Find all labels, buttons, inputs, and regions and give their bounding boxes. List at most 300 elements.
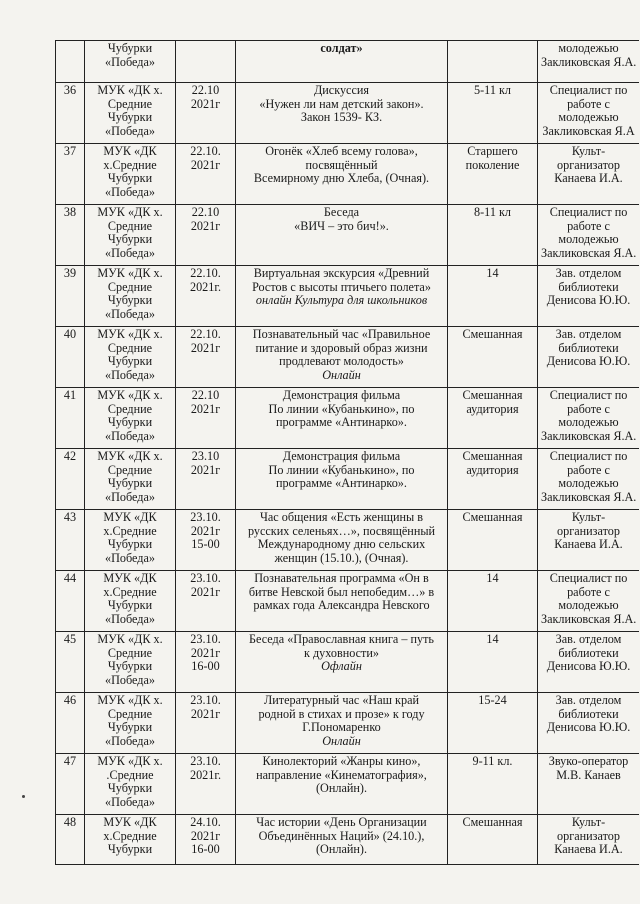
event-cell: [236, 327, 448, 388]
date-cell: [176, 388, 236, 449]
event-cell: [236, 41, 448, 83]
responsible-line: библиотеки: [558, 706, 619, 721]
responsible-line: работе с: [567, 462, 610, 477]
audience-cell: [448, 266, 538, 327]
row-number: 39: [63, 266, 77, 280]
table-row: [56, 815, 640, 865]
event-line: русских селеньях…», посвящённый: [247, 523, 436, 538]
responsible-cell: [538, 449, 640, 510]
table-row: [56, 510, 640, 571]
organization-cell: [85, 693, 176, 754]
responsible-line: Денисова Ю.Ю.: [546, 293, 631, 308]
organization-cell: [85, 571, 176, 632]
responsible-line: Зав. отделом: [555, 632, 622, 646]
responsible-line: Специалист по: [549, 205, 628, 219]
organization-line: МУК «ДК х.: [97, 632, 163, 646]
responsible-cell: [538, 632, 640, 693]
event-line: солдат»: [320, 41, 363, 55]
organization-cell: [85, 41, 176, 83]
organization-line: Средние: [107, 401, 153, 416]
event-line: женщин (15.10.), (Очная).: [274, 550, 409, 565]
responsible-line: работе с: [567, 401, 610, 416]
event-cell: [236, 205, 448, 266]
audience-line: 8-11 кл: [474, 205, 511, 219]
date-cell: [176, 266, 236, 327]
row-number: 40: [63, 327, 77, 341]
organization-line: «Победа»: [105, 306, 155, 321]
responsible-line: библиотеки: [558, 340, 619, 355]
responsible-cell: [538, 388, 640, 449]
responsible-line: молодежью: [558, 110, 619, 125]
organization-line: МУК «ДК х.: [97, 449, 163, 463]
event-line: программе «Антинарко».: [276, 476, 407, 491]
organization-line: Чубурки: [107, 415, 153, 430]
row-number-cell: [56, 632, 85, 693]
row-number: 48: [63, 815, 77, 829]
organization-line: «Победа»: [105, 428, 155, 443]
responsible-line: организатор: [557, 157, 620, 172]
responsible-line: молодежью: [558, 415, 619, 430]
table-row: [56, 41, 640, 83]
responsible-cell: [538, 510, 640, 571]
responsible-cell: [538, 144, 640, 205]
table-row: [56, 632, 640, 693]
row-number-cell: [56, 327, 85, 388]
organization-line: «Победа»: [105, 611, 155, 626]
responsible-cell: [538, 693, 640, 754]
organization-line: МУК «ДК х.: [97, 388, 163, 402]
organization-line: МУК «ДК х.: [97, 327, 163, 341]
responsible-cell: [538, 83, 640, 144]
organization-line: Средние: [107, 462, 153, 477]
table-row: [56, 83, 640, 144]
responsible-line: работе с: [567, 218, 610, 233]
table-row: [56, 754, 640, 815]
responsible-line: Звуко-оператор: [548, 754, 629, 768]
event-cell: [236, 632, 448, 693]
organization-line: х.Средние: [103, 157, 157, 172]
row-number: 47: [63, 754, 77, 768]
date-cell: [176, 449, 236, 510]
date-line: 2021г: [190, 401, 221, 416]
audience-line: аудитория: [466, 462, 519, 477]
date-line: 2021г: [190, 828, 221, 843]
audience-cell: [448, 510, 538, 571]
row-number-cell: [56, 449, 85, 510]
row-number-cell: [56, 388, 85, 449]
responsible-line: Зав. отделом: [555, 266, 622, 280]
event-cell: [236, 144, 448, 205]
audience-cell: [448, 41, 538, 83]
table-row: [56, 571, 640, 632]
date-line: 23.10.: [190, 693, 221, 707]
organization-line: МУК «ДК х.: [97, 754, 163, 768]
date-line: 23.10.: [190, 571, 221, 585]
row-number: 43: [63, 510, 77, 524]
audience-cell: [448, 83, 538, 144]
date-cell: [176, 205, 236, 266]
organization-line: Средние: [107, 96, 153, 111]
event-cell: [236, 815, 448, 865]
organization-line: Чубурки: [107, 171, 153, 186]
date-line: 2021г: [190, 523, 221, 538]
date-line: 23.10.: [190, 510, 221, 524]
row-number: 42: [63, 449, 77, 463]
table-row: [56, 449, 640, 510]
audience-line: Смешанная: [462, 449, 523, 463]
table-row: [56, 144, 640, 205]
responsible-cell: [538, 41, 640, 83]
organization-line: «Победа»: [105, 794, 155, 809]
responsible-line: молодежью: [558, 41, 619, 55]
organization-line: «Победа»: [105, 367, 155, 382]
event-line: Дискуссия: [313, 83, 370, 97]
organization-line: х.Средние: [103, 584, 157, 599]
date-line: 16-00: [191, 842, 220, 857]
date-cell: [176, 144, 236, 205]
date-cell: [176, 83, 236, 144]
event-line: Демонстрация фильма: [282, 388, 401, 402]
event-line: посвящённый: [305, 157, 378, 172]
responsible-line: Закликовская Я.А.: [541, 428, 637, 443]
table-row: [56, 388, 640, 449]
organization-line: Чубурки: [107, 110, 153, 125]
audience-cell: [448, 327, 538, 388]
event-line: рамках года Александра Невского: [253, 598, 430, 613]
date-line: 16-00: [191, 659, 220, 674]
event-line: (Онлайн).: [315, 842, 368, 857]
responsible-line: М.В. Канаев: [556, 767, 621, 782]
date-line: 2021г: [190, 462, 221, 477]
date-line: 22.10.: [190, 327, 221, 341]
organization-line: «Победа»: [105, 184, 155, 199]
event-line: продлевают молодость»: [279, 354, 404, 369]
event-line: (Онлайн).: [315, 781, 368, 796]
date-line: 2021г: [190, 645, 221, 660]
event-line: «ВИЧ – это бич!».: [294, 218, 389, 233]
row-number: 44: [63, 571, 77, 585]
audience-line: Смешанная: [462, 815, 523, 829]
row-number: 36: [63, 83, 77, 97]
date-line: 15-00: [191, 537, 220, 552]
event-cell: [236, 510, 448, 571]
row-number-cell: [56, 41, 85, 83]
date-line: 2021г: [190, 157, 221, 172]
audience-line: 15-24: [478, 693, 507, 707]
table-row: [56, 266, 640, 327]
organization-cell: [85, 205, 176, 266]
responsible-cell: [538, 754, 640, 815]
document-page: [55, 40, 639, 904]
organization-cell: [85, 754, 176, 815]
audience-line: поколение: [465, 157, 520, 172]
organization-line: Чубурки: [107, 476, 153, 491]
audience-line: 5-11 кл: [474, 83, 511, 97]
responsible-line: Специалист по: [549, 388, 628, 402]
event-line: Виртуальная экскурсия «Древний: [253, 266, 430, 280]
event-line: Всемирному дню Хлеба, (Очная).: [253, 171, 430, 186]
responsible-line: Культ-: [571, 144, 606, 158]
responsible-cell: [538, 571, 640, 632]
date-line: 23.10.: [190, 632, 221, 646]
event-line: По линии «Кубанькино», по: [268, 462, 415, 477]
organization-cell: [85, 144, 176, 205]
audience-cell: [448, 205, 538, 266]
event-cell: [236, 388, 448, 449]
row-number-cell: [56, 83, 85, 144]
organization-line: «Победа»: [105, 123, 155, 138]
date-line: 24.10.: [190, 815, 221, 829]
table-row: [56, 693, 640, 754]
responsible-line: Канаева И.А.: [554, 537, 623, 552]
row-number: 38: [63, 205, 77, 219]
organization-line: Чубурки: [107, 720, 153, 735]
organization-line: Средние: [107, 645, 153, 660]
organization-cell: [85, 83, 176, 144]
responsible-cell: [538, 205, 640, 266]
audience-cell: [448, 632, 538, 693]
date-line: 2021г: [190, 96, 221, 111]
organization-cell: [85, 510, 176, 571]
organization-line: МУК «ДК: [103, 510, 157, 524]
responsible-line: Канаева И.А.: [554, 842, 623, 857]
organization-line: МУК «ДК: [103, 144, 157, 158]
row-number-cell: [56, 754, 85, 815]
events-table: [55, 40, 639, 865]
date-cell: [176, 815, 236, 865]
date-line: 2021г: [190, 340, 221, 355]
audience-line: Старшего: [467, 144, 518, 158]
event-line: Литературный час «Наш край: [263, 693, 420, 707]
organization-line: Средние: [107, 218, 153, 233]
date-line: 22.10.: [190, 266, 221, 280]
responsible-cell: [538, 815, 640, 865]
date-line: 2021г: [190, 218, 221, 233]
organization-line: МУК «ДК х.: [97, 693, 163, 707]
date-cell: [176, 693, 236, 754]
date-cell: [176, 754, 236, 815]
event-line: направление «Кинематография»,: [256, 767, 427, 782]
table-row: [56, 327, 640, 388]
organization-cell: [85, 388, 176, 449]
audience-line: аудитория: [466, 401, 519, 416]
organization-line: Чубурки: [107, 354, 153, 369]
organization-line: Чубурки: [107, 41, 153, 55]
audience-cell: [448, 754, 538, 815]
event-line: онлайн Культура для школьников: [255, 293, 428, 308]
event-cell: [236, 449, 448, 510]
audience-cell: [448, 693, 538, 754]
event-line: программе «Антинарко».: [276, 415, 407, 430]
organization-line: «Победа»: [105, 550, 155, 565]
organization-line: МУК «ДК х.: [97, 83, 163, 97]
table-row: [56, 205, 640, 266]
row-number-cell: [56, 510, 85, 571]
responsible-line: Денисова Ю.Ю.: [546, 720, 631, 735]
event-line: родной в стихах и прозе» к году: [258, 706, 425, 721]
audience-cell: [448, 571, 538, 632]
organization-line: «Победа»: [105, 733, 155, 748]
responsible-line: молодежью: [558, 232, 619, 247]
date-line: 2021г.: [189, 767, 222, 782]
organization-line: Средние: [107, 340, 153, 355]
responsible-line: Культ-: [571, 510, 606, 524]
responsible-line: молодежью: [558, 476, 619, 491]
event-line: «Нужен ли нам детский закон».: [259, 96, 424, 111]
row-number: 37: [63, 144, 77, 158]
event-line: питание и здоровый образ жизни: [255, 340, 428, 355]
organization-cell: [85, 327, 176, 388]
responsible-line: работе с: [567, 96, 610, 111]
responsible-line: Специалист по: [549, 571, 628, 585]
row-number-cell: [56, 205, 85, 266]
audience-line: Смешанная: [462, 510, 523, 524]
row-number: 46: [63, 693, 77, 707]
event-cell: [236, 571, 448, 632]
organization-line: МУК «ДК: [103, 815, 157, 829]
organization-line: Чубурки: [107, 537, 153, 552]
event-line: Час общения «Есть женщины в: [259, 510, 424, 524]
event-line: Огонёк «Хлеб всему голова»,: [265, 144, 418, 158]
responsible-line: библиотеки: [558, 645, 619, 660]
organization-cell: [85, 449, 176, 510]
date-cell: [176, 632, 236, 693]
responsible-cell: [538, 266, 640, 327]
event-line: Кинолекторий «Жанры кино»,: [262, 754, 421, 768]
responsible-line: Денисова Ю.Ю.: [546, 354, 631, 369]
responsible-line: Закликовская Я.А.: [541, 489, 637, 504]
organization-cell: [85, 266, 176, 327]
responsible-cell: [538, 327, 640, 388]
event-line: Закон 1539- КЗ.: [300, 110, 383, 125]
organization-line: .Средние: [106, 767, 154, 782]
organization-line: Средние: [107, 279, 153, 294]
responsible-line: Зав. отделом: [555, 693, 622, 707]
responsible-line: Специалист по: [549, 449, 628, 463]
organization-line: МУК «ДК х.: [97, 205, 163, 219]
organization-line: Средние: [107, 706, 153, 721]
events-table-body: [56, 41, 640, 865]
organization-line: х.Средние: [103, 828, 157, 843]
organization-line: х.Средние: [103, 523, 157, 538]
responsible-line: молодежью: [558, 598, 619, 613]
responsible-line: Закликовская Я.А.: [541, 611, 637, 626]
audience-line: 14: [486, 266, 499, 280]
organization-cell: [85, 815, 176, 865]
row-number: 45: [63, 632, 77, 646]
audience-cell: [448, 815, 538, 865]
date-line: 22.10: [191, 388, 220, 402]
date-line: 22.10.: [190, 144, 221, 158]
audience-line: 14: [486, 571, 499, 585]
audience-cell: [448, 144, 538, 205]
responsible-line: организатор: [557, 523, 620, 538]
row-number-cell: [56, 144, 85, 205]
organization-line: МУК «ДК х.: [97, 266, 163, 280]
row-number: 41: [63, 388, 77, 402]
event-line: Познавательная программа «Он в: [254, 571, 429, 585]
date-cell: [176, 327, 236, 388]
date-line: 22.10: [191, 83, 220, 97]
organization-line: Чубурки: [107, 598, 153, 613]
row-number-cell: [56, 693, 85, 754]
row-number-cell: [56, 571, 85, 632]
event-line: к духовности»: [303, 645, 379, 660]
event-line: Г.Пономаренко: [302, 720, 381, 735]
date-line: 2021г: [190, 584, 221, 599]
responsible-line: работе с: [567, 584, 610, 599]
event-line: Демонстрация фильма: [282, 449, 401, 463]
event-line: Час истории «День Организации: [256, 815, 427, 829]
organization-line: «Победа»: [105, 54, 155, 69]
responsible-line: Культ-: [571, 815, 606, 829]
event-line: Ростов с высоты птичьего полета»: [252, 279, 431, 294]
row-number-cell: [56, 815, 85, 865]
responsible-line: Закликовская Я.А.: [541, 54, 637, 69]
organization-line: Чубурки: [107, 842, 153, 857]
date-line: 23.10.: [190, 754, 221, 768]
row-number-cell: [56, 266, 85, 327]
event-line: Объединённых Наций» (24.10.),: [258, 828, 425, 843]
event-line: Международному дню сельских: [257, 537, 426, 552]
event-line: Онлайн: [322, 733, 361, 748]
event-line: Познавательный час «Правильное: [252, 327, 431, 341]
event-line: Беседа «Православная книга – путь: [249, 632, 434, 646]
event-cell: [236, 83, 448, 144]
audience-line: Смешанная: [462, 388, 523, 402]
event-cell: [236, 754, 448, 815]
event-line: Онлайн: [322, 367, 361, 382]
date-cell: [176, 510, 236, 571]
date-cell: [176, 571, 236, 632]
date-cell: [176, 41, 236, 83]
event-line: битве Невской был непобедим…» в: [248, 584, 435, 599]
date-line: 22.10: [191, 205, 220, 219]
responsible-line: Закликовская Я.А: [542, 123, 635, 138]
audience-line: Смешанная: [462, 327, 523, 341]
audience-line: 14: [486, 632, 499, 646]
organization-line: «Победа»: [105, 245, 155, 260]
event-line: Беседа: [323, 205, 360, 219]
organization-line: Чубурки: [107, 781, 153, 796]
audience-line: 9-11 кл.: [472, 754, 513, 768]
event-line: По линии «Кубанькино», по: [268, 401, 415, 416]
responsible-line: Зав. отделом: [555, 327, 622, 341]
organization-line: Чубурки: [107, 232, 153, 247]
organization-cell: [85, 632, 176, 693]
date-line: 23.10: [191, 449, 220, 463]
organization-line: Чубурки: [107, 659, 153, 674]
responsible-line: организатор: [557, 828, 620, 843]
responsible-line: Специалист по: [549, 83, 628, 97]
audience-cell: [448, 388, 538, 449]
organization-line: Чубурки: [107, 293, 153, 308]
organization-line: МУК «ДК: [103, 571, 157, 585]
responsible-line: Канаева И.А.: [554, 171, 623, 186]
scan-speck: [22, 795, 25, 798]
date-line: 2021г.: [189, 279, 222, 294]
event-line: Офлайн: [321, 659, 362, 674]
organization-line: «Победа»: [105, 672, 155, 687]
responsible-line: библиотеки: [558, 279, 619, 294]
event-cell: [236, 266, 448, 327]
date-line: 2021г: [190, 706, 221, 721]
event-cell: [236, 693, 448, 754]
responsible-line: Денисова Ю.Ю.: [546, 659, 631, 674]
audience-cell: [448, 449, 538, 510]
organization-line: «Победа»: [105, 489, 155, 504]
responsible-line: Закликовская Я.А.: [541, 245, 637, 260]
